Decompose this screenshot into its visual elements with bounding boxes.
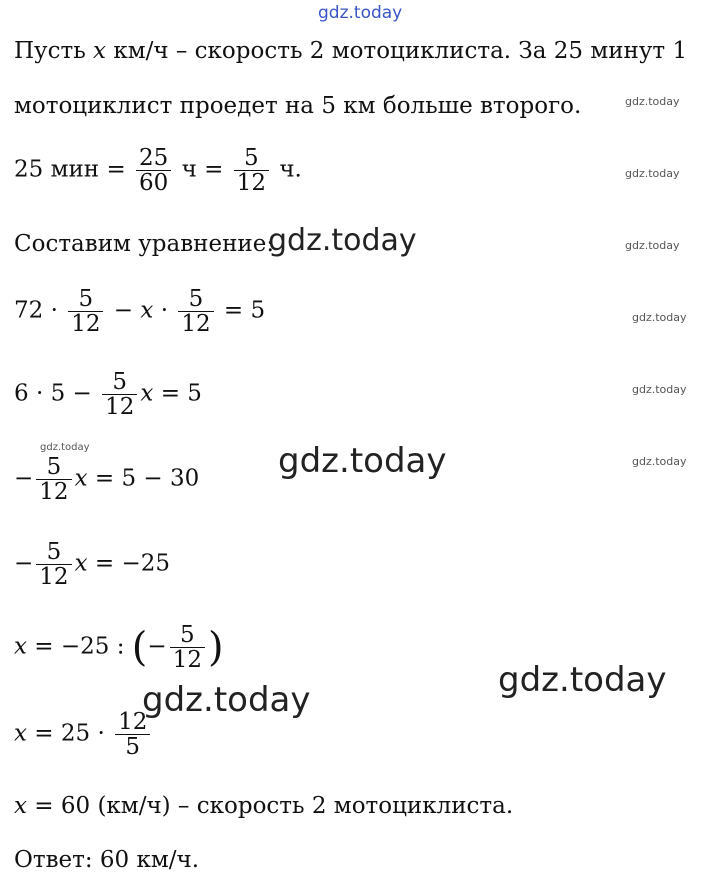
fraction-5-12	[68, 287, 103, 336]
watermark-big: gdz.today	[268, 223, 417, 258]
equation-1	[14, 287, 265, 336]
equation-7	[14, 795, 513, 818]
eq-text: 6 · 5 −	[14, 380, 92, 407]
denominator: 12	[71, 311, 101, 338]
paren-open: (	[131, 624, 148, 671]
numerator: 5	[36, 455, 71, 480]
denominator: 12	[181, 311, 211, 338]
variable-x: x	[14, 793, 27, 819]
equation-2	[14, 370, 202, 419]
intro-text-2: мотоциклист проедет на 5 км больше второго.	[14, 93, 582, 119]
numerator: 5	[170, 623, 205, 648]
intro-text: км/ч – скорость 2 мотоциклиста. За 25 минут 1	[113, 38, 688, 64]
eq-text: = 5	[223, 297, 266, 324]
hour-unit-end: ч.	[279, 156, 302, 183]
numerator: 5	[68, 287, 103, 312]
denominator: 12	[105, 394, 135, 421]
intro-line-1	[14, 40, 687, 63]
equation-5	[14, 623, 224, 672]
watermark-small: gdz.today	[632, 311, 687, 324]
intro-line-2	[14, 95, 581, 118]
fraction-5-12	[178, 287, 213, 336]
watermark-small: gdz.today	[625, 167, 680, 180]
eq-text: −	[147, 633, 167, 660]
fraction-5-12	[36, 455, 71, 504]
watermark-small: gdz.today	[625, 239, 680, 252]
variable-x: x	[14, 633, 27, 660]
top-watermark: gdz.today	[318, 3, 403, 23]
denominator: 5	[125, 734, 141, 761]
numerator: 5	[102, 370, 137, 395]
eq-text: = −25 :	[34, 633, 125, 660]
denominator: 12	[39, 564, 69, 591]
eq-text: ·	[160, 297, 168, 324]
intro-word: Пусть	[14, 38, 86, 64]
eq-text: −	[113, 297, 134, 324]
hour-unit: ч =	[181, 156, 224, 183]
equation-6	[14, 710, 153, 759]
fraction-12-5	[115, 710, 150, 759]
fraction-5-12	[170, 623, 205, 672]
fraction-5-12	[102, 370, 137, 419]
variable-x: x	[93, 38, 107, 64]
watermark-small: gdz.today	[40, 442, 90, 453]
numerator: 25	[136, 146, 171, 171]
denominator: 12	[39, 479, 69, 506]
eq-text: = 5	[160, 380, 202, 407]
minutes-conversion	[14, 146, 302, 195]
paren-close: )	[207, 624, 224, 671]
fraction-5-12	[234, 146, 269, 195]
watermark-small: gdz.today	[632, 383, 687, 396]
denominator: 12	[236, 170, 267, 197]
variable-x: x	[140, 297, 154, 324]
answer-text: Ответ: 60 км/ч.	[14, 847, 200, 873]
watermark-big: gdz.today	[142, 680, 311, 720]
numerator: 5	[36, 540, 71, 565]
watermark-big: gdz.today	[278, 441, 447, 481]
compose-text: Составим уравнение:	[14, 231, 275, 257]
numerator: 12	[115, 710, 150, 735]
answer-line	[14, 849, 199, 872]
variable-x: x	[140, 380, 154, 407]
eq-text: −	[14, 550, 34, 577]
numerator: 5	[178, 287, 213, 312]
denominator: 60	[139, 170, 169, 197]
eq-text: = 25 ·	[34, 720, 105, 747]
eq-text: = 60 (км/ч) – скорость 2 мотоциклиста.	[34, 793, 514, 819]
watermark-small: gdz.today	[625, 95, 680, 108]
minutes-label: 25 мин =	[14, 156, 126, 183]
watermark-small: gdz.today	[632, 455, 687, 468]
watermark-big: gdz.today	[498, 660, 667, 700]
equation-4	[14, 540, 170, 589]
variable-x: x	[74, 465, 88, 492]
eq-text: −	[14, 465, 34, 492]
eq-text: 72 ·	[14, 297, 58, 324]
denominator: 12	[172, 647, 202, 674]
eq-text: = 5 − 30	[94, 465, 200, 492]
variable-x: x	[14, 720, 27, 747]
compose-line	[14, 233, 274, 256]
numerator: 5	[234, 146, 269, 171]
fraction-25-60	[136, 146, 171, 195]
variable-x: x	[74, 550, 88, 577]
eq-text: = −25	[94, 550, 170, 577]
fraction-5-12	[36, 540, 71, 589]
equation-3	[14, 455, 199, 504]
